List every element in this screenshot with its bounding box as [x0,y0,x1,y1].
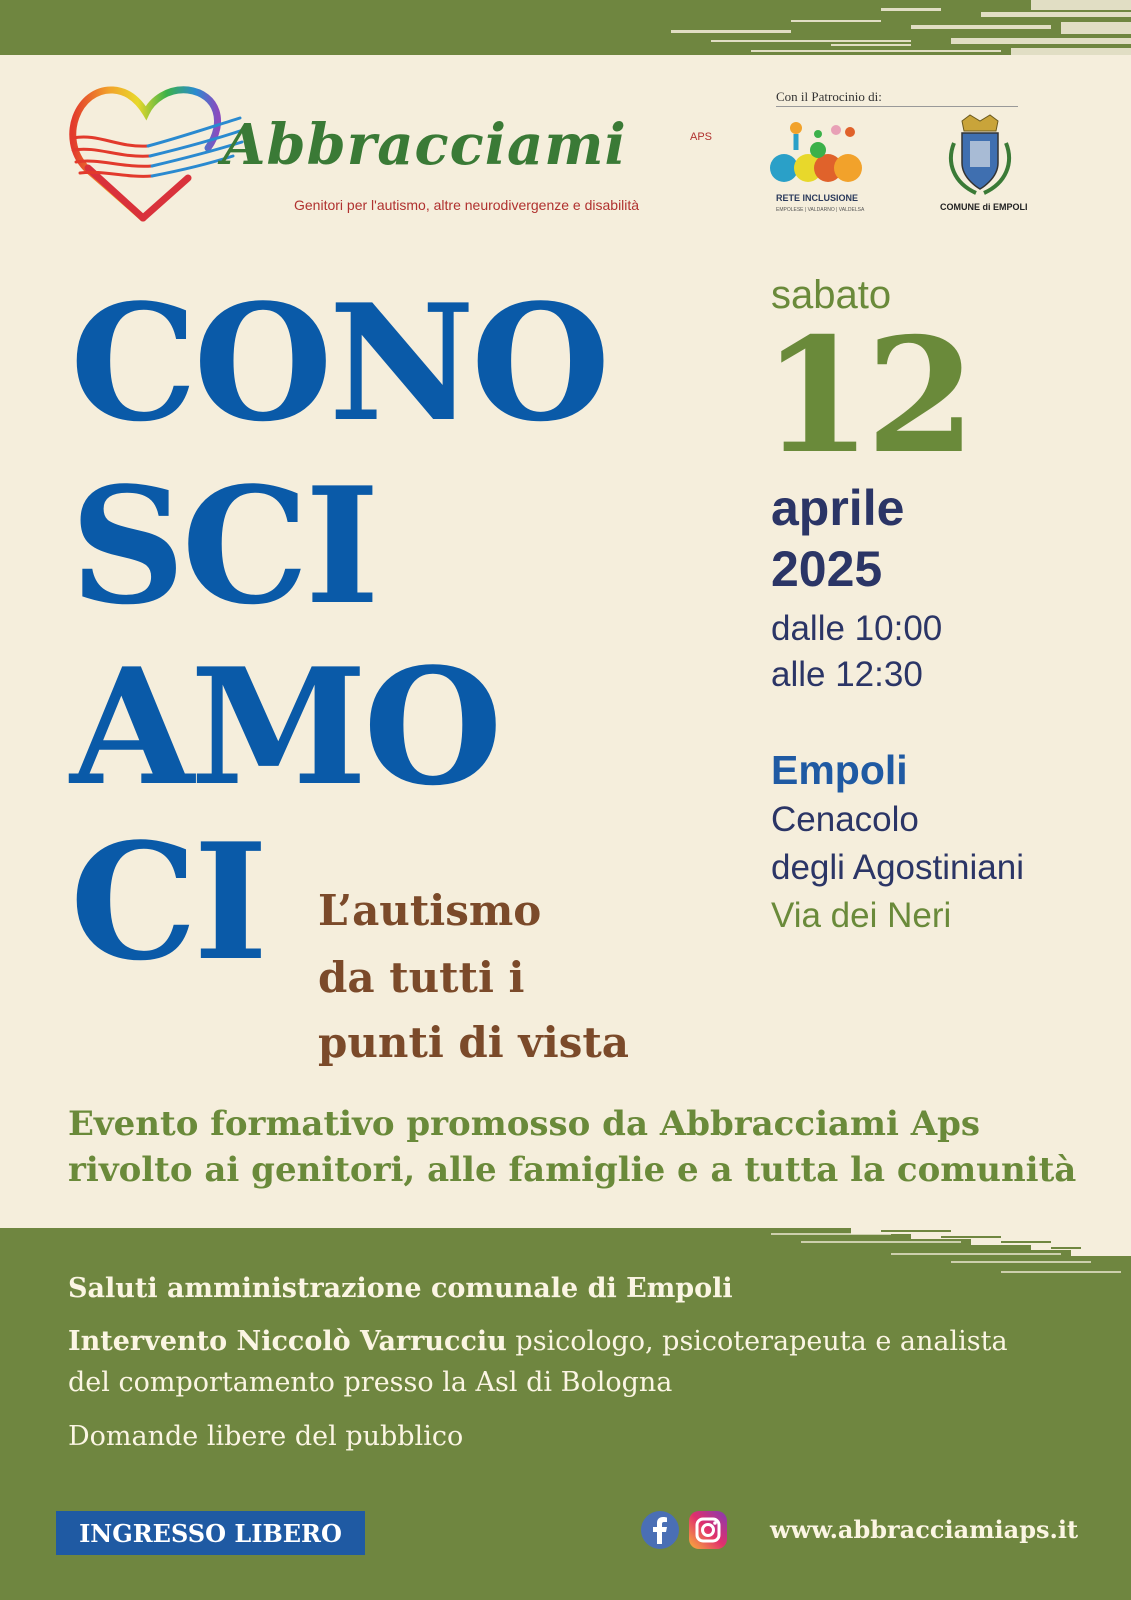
free-entry-badge: INGRESSO LIBERO [56,1511,365,1555]
title-line-2: SCI [70,452,376,640]
speaker-role: psicologo, psicoterapeuta e analista [506,1326,1008,1357]
promo-line-1: Evento formativo promosso da Abbracciami Aps [68,1104,981,1144]
program-questions: Domande libere del pubblico [68,1421,464,1452]
event-year: 2025 [771,541,883,597]
event-weekday: sabato [771,273,892,317]
event-venue-line-1: Cenacolo [771,800,919,839]
promo-line-2: rivolto ai genitori, alle famiglie e a tutta la comunità [68,1150,1077,1190]
patronage-divider [776,106,1018,107]
title-line-1: CONO [70,269,607,457]
subtitle-line-1: L’autismo [318,886,542,935]
logo-aps-suffix: APS [690,131,713,143]
event-city: Empoli [771,747,908,793]
event-time-from: dalle 10:00 [771,609,943,648]
top-green-band [0,0,1131,55]
subtitle-line-2: da tutti i [318,953,525,1002]
program-talk-line-2: del comportamento presso la Asl di Bologna [68,1367,673,1398]
rete-inclusione-name: RETE INCLUSIONE [776,193,859,203]
title-line-3: AMO [70,633,499,821]
logo-tagline: Genitori per l'autismo, altre neurodivergenze e disabilità [294,197,640,213]
facebook-icon[interactable] [640,1510,680,1550]
event-time-to: alle 12:30 [771,655,923,694]
program-greeting: Saluti amministrazione comunale di Empoli [68,1273,733,1304]
event-street: Via dei Neri [771,896,952,935]
brush-texture [651,0,1131,55]
program-talk-line-1 [68,1328,1008,1355]
logo-wordmark: Abbracciami [222,112,627,178]
comune-empoli-crest [940,113,1020,203]
event-day: 12 [762,304,970,489]
event-venue-line-2: degli Agostiniani [771,848,1024,887]
speaker-name: Intervento Niccolò Varrucciu [68,1326,507,1357]
instagram-icon[interactable] [688,1510,728,1550]
subtitle-line-3: punti di vista [318,1018,629,1067]
title-line-4: CI [70,808,265,996]
comune-empoli-name: COMUNE di EMPOLI [940,202,1028,212]
patronage-label: Con il Patrocinio di: [776,89,882,104]
event-month: aprile [771,480,905,536]
website-link[interactable]: www.abbracciamiaps.it [770,1515,1079,1544]
rete-inclusione-areas: EMPOLESE | VALDARNO | VALDELSA [776,207,865,213]
